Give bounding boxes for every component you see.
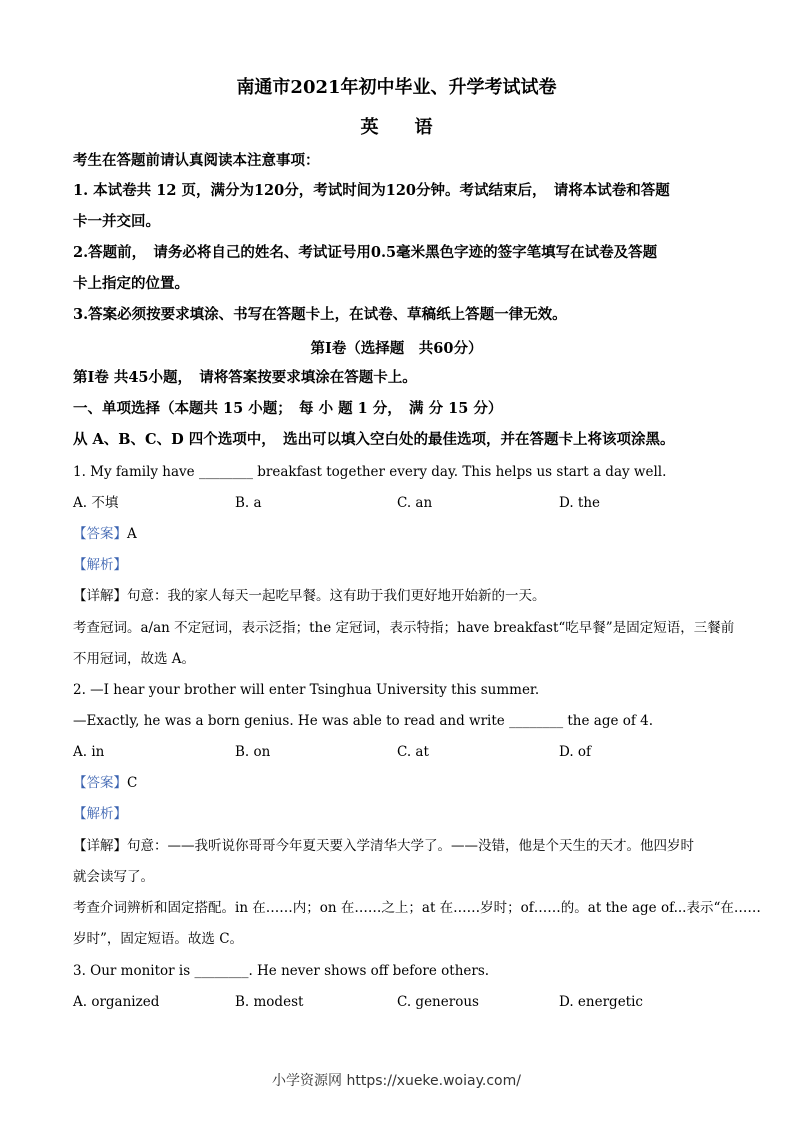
- q1-option-c: C. an: [397, 495, 433, 511]
- q2-answer-value: C: [127, 775, 138, 791]
- notice-item-2: 2.答题前， 请务必将自己的姓名、考试证号用0.5毫米黑色字迹的签字笔填写在试卷及答题: [73, 244, 658, 261]
- q1-option-a: A. 不填: [73, 495, 119, 511]
- detail-tag: 【详解】: [73, 838, 127, 854]
- page-footer: 小学资源网 https://xueke.woiay.com/: [272, 1073, 521, 1089]
- q2-option-c: C. at: [397, 744, 429, 760]
- subject-title: 英 语: [360, 117, 433, 138]
- q1-detail: [73, 586, 546, 606]
- q2-option-d: D. of: [559, 744, 592, 760]
- q1-detail-text: 句意：我的家人每天一起吃早餐。这有助于我们更好地开始新的一天。: [127, 588, 546, 604]
- part-title: 第I卷（选择题 共60分）: [310, 340, 483, 357]
- notice-item-1-cont: 卡一并交回。: [73, 213, 160, 230]
- notice-item-3: 3.答案必须按要求填涂、书写在答题卡上，在试卷、草稿纸上答题一律无效。: [73, 306, 567, 323]
- section-instruction: 从 A、B、C、D 四个选项中， 选出可以填入空白处的最佳选项，并在答题卡上将该项涂黑。: [73, 431, 675, 448]
- q1-analysis-tag: 【解析】: [73, 557, 127, 573]
- q2-detail: [73, 836, 694, 856]
- answer-tag: 【答案】: [73, 526, 127, 542]
- exam-title: 南通市2021年初中毕业、升学考试试卷: [236, 77, 557, 98]
- detail-tag: 【详解】: [73, 588, 127, 604]
- notice-item-2-cont: 卡上指定的位置。: [73, 275, 189, 292]
- notice-heading: 考生在答题前请认真阅读本注意事项：: [73, 152, 320, 169]
- q3-option-c: C. generous: [397, 994, 479, 1010]
- q1-stem: 1. My family have ________ breakfast together every day. This helps us start a day well.: [73, 464, 667, 480]
- q1-option-d: D. the: [559, 495, 601, 511]
- q2-option-a: A. in: [73, 744, 105, 760]
- answer-tag: 【答案】: [73, 775, 127, 791]
- section-title: 一、单项选择（本题共 15 小题； 每 小 题 1 分， 满 分 15 分）: [73, 400, 503, 417]
- q2-stem: 2. —I hear your brother will enter Tsinghua University this summer.: [73, 682, 540, 698]
- q2-answer: [73, 773, 137, 793]
- q3-option-a: A. organized: [73, 994, 160, 1010]
- q3-option-d: D. energetic: [559, 994, 643, 1010]
- q1-answer: [73, 524, 137, 544]
- q1-answer-value: A: [127, 526, 137, 542]
- q2-explain: 考查介词辨析和固定搭配。in 在……内；on 在……之上；at 在……岁时；of……的。at the age of...表示“在……: [73, 900, 761, 916]
- q3-stem: 3. Our monitor is ________. He never shows off before others.: [73, 963, 490, 979]
- q2-option-b: B. on: [235, 744, 271, 760]
- q2-explain-cont: 岁时”，固定短语。故选 C。: [73, 931, 244, 947]
- q1-explain-cont: 不用冠词，故选 A。: [73, 651, 196, 667]
- q1-explain: 考查冠词。a/an 不定冠词，表示泛指；the 定冠词，表示特指；have breakfast“吃早餐”是固定短语，三餐前: [73, 620, 735, 636]
- notice-item-1: 1. 本试卷共 12 页，满分为120分，考试时间为120分钟。考试结束后， 请将本试卷和答题: [73, 182, 670, 199]
- q1-option-b: B. a: [235, 495, 262, 511]
- q2-detail-cont: 就会读写了。: [73, 869, 154, 885]
- q2-analysis-tag: 【解析】: [73, 806, 127, 822]
- q2-detail-text: 句意：——我听说你哥哥今年夏天要入学清华大学了。——没错，他是个天生的天才。他四岁时: [127, 838, 694, 854]
- q3-option-b: B. modest: [235, 994, 304, 1010]
- q2-stem-cont: —Exactly, he was a born genius. He was able to read and write ________ the age of 4.: [73, 713, 654, 729]
- part-description: 第I卷 共45小题， 请将答案按要求填涂在答题卡上。: [73, 369, 417, 386]
